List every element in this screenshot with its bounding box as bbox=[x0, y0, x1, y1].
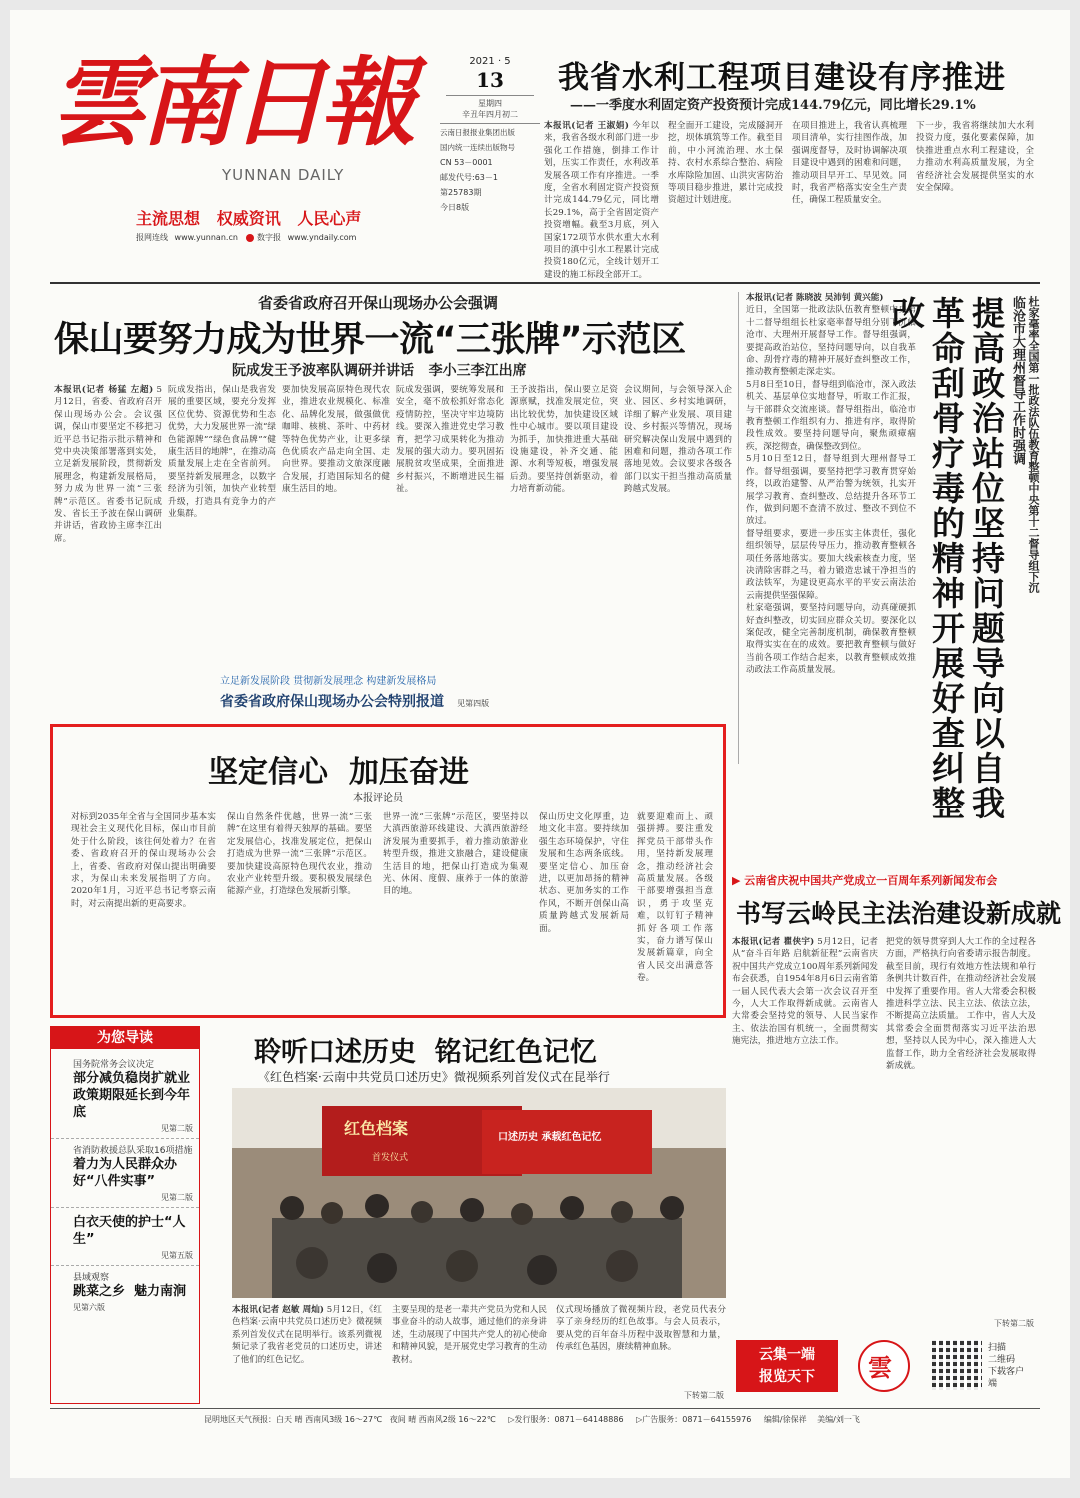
app-hint-2: 二维码 bbox=[988, 1355, 1016, 1365]
editorial-col-4: 保山历史文化厚重，边地文化丰富。要持续加强生态环境保护，守住发展和生态两条底线。要坚定信心、加压奋进，以更加昂扬的精神状态、更加务实的工作作风，不断开创保山高质量跨越式发展新局面。 bbox=[539, 812, 629, 934]
masthead-rule bbox=[50, 282, 1040, 284]
footer-art: 美编/刘一飞 bbox=[817, 1415, 860, 1424]
app-hint-1: 扫描 bbox=[988, 1343, 1007, 1353]
editorial-col-2: 保山自然条件优越，世界一流“三张牌”在这里有着得天独厚的基础。要坚定发展信心，找准发展定位，把保山打造成为世界一流“三张牌”示范区。要加快建设高原特色现代农业，推动农业产业转型升级。要积极发展绿色能源产业，打造绿色发展新引擎。 bbox=[227, 812, 372, 897]
lead-main-byline: 本报讯(记者 杨猛 左超) bbox=[54, 385, 154, 395]
guide-item-1[interactable] bbox=[51, 1049, 199, 1138]
ad-slogan-2: 报览天下 bbox=[759, 1369, 815, 1385]
lead-main-col-6: 会议期间，与会领导深入企业、园区、乡村实地调研，详细了解产业发展、项目建设、乡村振兴等情况，现场研究解决保山发展中遇到的困难和问题，推动各项工作落地见效。会议要求各级各部门以实干担当推动高质量跨越式发展。 bbox=[624, 385, 732, 495]
history-deck: 《红色档案·云南中共党员口述历史》微视频系列首发仪式在昆举行 bbox=[258, 1070, 610, 1084]
footer-editor: 编辑/徐保祥 bbox=[763, 1415, 807, 1424]
serial-code-label: 国内统一连续出版物号 bbox=[440, 143, 515, 152]
law-para-2: 把党的领导贯穿到人大工作的全过程各方面，严格执行向省委请示报告制度。截至目前，现行有效地方性法规和单行条例共计数百件，在推动经济社会发展中发挥了重要作用。省人大常委会积极推进科学立法、民主立法、依法立法，不断提高立法质量。 bbox=[886, 937, 1036, 1022]
right-column-story bbox=[746, 292, 1040, 852]
editorial-col-5: 就要迎难而上、顽强拼搏。要注重发挥党员干部带头作用，坚持新发展理念，推动经济社会高质量发展。各级干部要增强担当意识，勇于攻坚克难，以钉钉子精神抓好各项工作落实，奋力谱写保山发展新篇章，向全省人民交出满意答卷。 bbox=[637, 812, 713, 984]
law-body bbox=[732, 936, 1038, 1332]
lead-top-para-1: 今年以来，我省各级水利部门进一步强化工作措施，倒排工作计划，压实工作责任，水利改革发展各项工作有序推进。一季度，全省水利固定资产投资预计完成144.79亿元，同比增长29.1%，高于全省固定资产投资增幅。截至3月底，列入国家172项节水供水重大水利项目的滇中引水工程累计完成投资180亿元，全线计划开工建设的施工标段全部开工。 bbox=[544, 121, 659, 280]
history-col-2: 主要呈现的是老一辈共产党员为党和人民事业奋斗的动人故事，通过他们的亲身讲述，生动展现了中国共产党人的初心使命和精神风貌，是开展党史学习教育的生动教材。 bbox=[392, 1305, 547, 1365]
lead-top-body bbox=[544, 120, 1034, 280]
guide-item-title: 部分减负稳岗扩就业政策期限延长到今年底 bbox=[73, 1071, 191, 1120]
editorial-title: 坚定信心 加压奋进 bbox=[208, 755, 469, 790]
lead-top-col-3: 在项目推进上，我省认真梳理项目清单，实行挂图作战，加强调度督导，及时协调解决项目建设中遇到的困难和问题，推动项目早开工、早见效。同时，我省严格落实安全生产责任，确保工程质量安全。 bbox=[792, 121, 907, 206]
photo-banner-left: 红色档案 bbox=[344, 1119, 409, 1138]
lead-main-kicker: 省委省政府召开保山现场办公会强调 bbox=[258, 294, 499, 312]
app-hint bbox=[988, 1342, 1032, 1390]
masthead-slogan: 主流思想 权威资讯 人民心声 bbox=[136, 209, 362, 228]
lead-main-col-5: 王予波指出，保山要立足资源禀赋，找准发展定位，突出比较优势，加快建设区域性中心城市。要以项目建设为抓手，加快推进重大基础设施建设，补齐交通、能源、水利等短板，增强发展后劲。要坚持创新驱动，着力培育新动能。 bbox=[510, 385, 618, 495]
guide-item-see: 见第二版 bbox=[161, 1193, 193, 1202]
cn-number: CN 53－0001 bbox=[440, 158, 493, 167]
ceremony-photo-art bbox=[232, 1088, 726, 1298]
guide-panel bbox=[50, 1026, 200, 1404]
footer-ad-service: ▷广告服务：0871－64155976 bbox=[636, 1415, 752, 1424]
history-byline: 本报讯(记者 赵敏 周灿) bbox=[232, 1305, 324, 1315]
lead-main-col-4: 阮成发强调，要统筹发展和安全，毫不放松抓好常态化疫情防控，坚决守牢边境防线。要深入推进党史学习教育，把学习成果转化为推动发展的强大动力。要巩固拓展脱贫攻坚成果，全面推进乡村振兴，不断增进民生福祉。 bbox=[396, 385, 504, 495]
guide-item-see: 见第二版 bbox=[161, 1124, 193, 1133]
app-logo-glyph: 雲 bbox=[868, 1353, 892, 1382]
history-title: 聆听口述历史 铭记红色记忆 bbox=[254, 1037, 597, 1068]
lead-main-deck: 阮成发王予波率队调研并讲话 李小三李江出席 bbox=[232, 363, 527, 379]
law-col-2 bbox=[886, 936, 1036, 1316]
footer-line bbox=[204, 1414, 1040, 1425]
law-para-1: 5月12日，记者从“奋斗百年路 启航新征程”云南省庆祝中国共产党成立100周年系列新闻发布会获悉，自1954年8月6日云南省第一届人民代表大会第一次会议召开至今，人大工作取得新成就。云南省人大常委会坚持党的领导、人民当家作主、依法治国有机统一，全面贯彻实施宪法，推进地方立法工作。 bbox=[732, 937, 879, 1047]
footer-weather: 昆明地区天气预报：白天 晴 西南风3级 16～27℃ 夜间 晴 西南风2级 16～22℃ bbox=[204, 1415, 496, 1424]
right-para-2: 5月8日至10日，督导组到临沧市，深入政法机关、基层单位实地督导，听取工作汇报，与干部群众交流座谈。督导组指出，临沧市教育整顿工作组织有力、推进有序，取得阶段性成效。要坚持问题导向，聚焦顽瘴痼疾，深挖彻查，确保整改到位。 bbox=[746, 379, 916, 452]
editorial-author: 本报评论员 bbox=[353, 793, 403, 804]
right-subhead-small: 杜家毫率全国第一批政法队伍教育整顿中央第十二督导组下沉 bbox=[1027, 296, 1040, 593]
lead-main-body bbox=[54, 384, 732, 654]
right-byline: 本报讯(记者 陈晓波 吴沛钊 黄兴能) bbox=[746, 293, 884, 303]
lead-main-col-3: 要加快发展高原特色现代农业，推进农业规模化、标准化、品牌化发展，做强做优咖啡、核桃、茶叶、中药材等特色优势产业，让更多绿色优质农产品走向全国、走向世界。要推动文旅深度融合发展，打造国际知名的健康生活目的地。 bbox=[282, 385, 390, 495]
guide-item-title: 着力为人民群众办好“八件实事” bbox=[73, 1157, 178, 1189]
issue-number: 第25783期 bbox=[440, 188, 482, 197]
ad-slogan-box bbox=[736, 1340, 838, 1392]
guide-item-title: 跳菜之乡 魅力南涧 bbox=[73, 1284, 187, 1299]
publisher: 云南日报报业集团出版 bbox=[440, 128, 515, 137]
web-label: 报网连线 bbox=[136, 233, 168, 242]
lead-top-title: 我省水利工程项目建设有序推进 bbox=[558, 60, 1006, 96]
lead-top-subtitle: ——一季度水利固定资产投资预计完成144.79亿元，同比增长29.1% bbox=[570, 98, 976, 113]
editorial-col-1: 对标到2035年全省与全国同步基本实现社会主义现代化目标，保山市目前处于什么阶段，该往何处着力？在省委、省政府召开的保山现场办公会上，省委、省政府对保山提出明确要求，为保山未来发展指明了方向。2020年1月，习近平总书记考察云南时，对云南提出新的更高要求。 bbox=[71, 812, 216, 909]
right-subhead-city: 临沧市大理州督导工作时强调 bbox=[1010, 296, 1025, 465]
guide-item-title: 白衣天使的护士“人生” bbox=[73, 1215, 186, 1247]
qr-code-overlay bbox=[932, 1340, 982, 1390]
guide-header: 为您导读 bbox=[51, 1027, 199, 1049]
special-report-title: 省委省政府保山现场办公会特别报道 bbox=[220, 694, 444, 710]
right-headline-vertical: 提高政治站位坚持问题导向以自我革命刮骨疗毒的精神开展好查纠整改 bbox=[887, 296, 1006, 821]
right-para-5: 杜家毫强调，要坚持问题导向，动真碰硬抓好查纠整改，切实回应群众关切。要深化以案促改，健全完善制度机制，确保教育整顿取得实实在在的成效。要把教育整顿与做好当前各项工作结合起来，以教育整顿成效推动政法工作高质量发展。 bbox=[746, 603, 916, 676]
masthead-english: YUNNAN DAILY bbox=[222, 166, 345, 184]
lead-main-col-1 bbox=[54, 384, 162, 652]
law-byline: 本报讯(记者 瞿侠宇) bbox=[732, 937, 815, 947]
history-photo bbox=[232, 1088, 726, 1298]
right-para-1: 近日，全国第一批政法队伍教育整顿中央第十二督导组组长杜家毫率督导组分别下沉临沧市、大理州开展督导工作。督导组强调，要提高政治站位，坚持问题导向，以自我革命、刮骨疗毒的精神开展好查纠整改工作，推动教育整顿走深走实。 bbox=[746, 305, 916, 378]
guide-item-kicker: 县域观察 bbox=[73, 1273, 110, 1283]
law-tag-text: 云南省庆祝中国共产党成立一百周年系列新闻发布会 bbox=[744, 874, 998, 887]
history-continued: 下转第二版 bbox=[684, 1391, 724, 1400]
guide-item-see: 见第五版 bbox=[161, 1251, 193, 1260]
history-para-1: 5月12日，《红色档案·云南中共党员口述历史》微视频系列首发仪式在昆明举行。该系列微视频记录了我省老党员的口述历史，讲述了他们的红色记忆。 bbox=[232, 1305, 383, 1365]
guide-item-kicker: 国务院常务会议决定 bbox=[73, 1060, 155, 1070]
footer-distribution: ▷发行服务：0871－64148886 bbox=[508, 1415, 624, 1424]
web-url[interactable]: www.yunnan.cn bbox=[174, 233, 238, 242]
law-title: 书写云岭民主法治建设新成就 bbox=[736, 899, 1062, 928]
footer-rule bbox=[50, 1408, 1040, 1409]
law-tag-marker: ▶ bbox=[732, 874, 745, 887]
photo-banner-sub: 首发仪式 bbox=[372, 1153, 409, 1163]
editorial-col-3: 世界一流“三张牌”示范区，要坚持以大滇西旅游环线建设、大滇西旅游经济发展为重要抓手，着力推动旅游业转型升级，推进文旅融合，建设健康生活目的地，把保山打造成为集观光、休闲、度假、康养于一体的旅游目的地。 bbox=[383, 812, 528, 897]
lead-top-col-1 bbox=[544, 120, 659, 278]
law-continued: 下转第二版 bbox=[994, 1319, 1034, 1328]
guide-item-3[interactable] bbox=[51, 1207, 199, 1265]
date-day: 13 bbox=[476, 68, 504, 92]
lead-main-col-2: 阮成发指出，保山是我省发展的重要区域，要充分发挥区位优势、资源优势和生态优势，大力发展世界一流“绿色能源牌”“绿色食品牌”“健康生活目的地牌”，在推动高质量发展上走在全省前列。要坚持新发展理念，以数字经济为引领，加快产业转型升级，打造具有竞争力的产业集群。 bbox=[168, 385, 276, 520]
digital-label: 数字报 bbox=[257, 233, 282, 242]
history-body bbox=[232, 1304, 726, 1404]
date-year-month: 2021 · 5 bbox=[469, 56, 511, 67]
law-col-1 bbox=[732, 936, 878, 1330]
guide-item-4[interactable] bbox=[51, 1265, 199, 1317]
masthead-logo: 雲南日報 bbox=[50, 46, 410, 159]
right-column-text bbox=[746, 292, 916, 848]
masthead-web bbox=[136, 232, 356, 243]
date-weekday: 星期四 bbox=[478, 99, 502, 108]
editorial-box bbox=[50, 724, 726, 1018]
history-col-3: 仪式现场播放了微视频片段，老党员代表分享了亲身经历的红色故事。与会人员表示，要从党的百年奋斗历程中汲取智慧和力量，传承红色基因，赓续精神血脉。 bbox=[556, 1305, 726, 1353]
law-tag bbox=[732, 872, 997, 888]
date-lunar: 辛丑年四月初二 bbox=[462, 110, 518, 119]
special-report-box[interactable] bbox=[220, 672, 526, 718]
lead-top-col-2: 程全面开工建设，完成隧洞开挖，坝体填筑等工作。截至目前，中小河流治理、水土保持、农村水系综合整治、病险水库除险加固、山洪灾害防治等项目稳步推进，累计完成投资超过计划进度。 bbox=[668, 121, 783, 206]
page-count: 今日8版 bbox=[440, 203, 470, 212]
right-para-4: 督导组要求，要进一步压实主体责任，强化组织领导，层层传导压力，推动教育整顿各项任务落地落实。要加大线索核查力度，坚决清除害群之马，着力锻造忠诚干净担当的政法铁军，为建设更高水平的平安云南法治云南提供坚强保障。 bbox=[746, 528, 916, 601]
guide-item-kicker: 省消防救援总队采取16项措施 bbox=[73, 1146, 193, 1156]
lead-main-title: 保山要努力成为世界一流“三张牌”示范区 bbox=[54, 320, 686, 360]
newspaper-page bbox=[10, 10, 1070, 1478]
history-col-1 bbox=[232, 1304, 382, 1402]
dateline bbox=[440, 56, 540, 226]
ad-slogan-1: 云集一端 bbox=[759, 1347, 815, 1363]
right-para-3: 5月10日至12日，督导组到大理州督导工作。督导组强调，要坚持把学习教育贯穿始终，以政治建警、从严治警为统领，扎实开展学习教育、查纠整改、总结提升各环节工作，做到问题不查清不放过、整改不到位不放过。 bbox=[746, 454, 916, 527]
guide-item-see: 见第六版 bbox=[73, 1303, 105, 1312]
law-para-3: 工作中，省人大及其常委会全面贯彻落实习近平法治思想，坚持以人民为中心，深入推进人大监督工作，助力全省经济社会发展取得新成就。 bbox=[886, 1011, 1036, 1072]
lead-main-para-1: 5月12日，省委、省政府召开保山现场办公会。会议强调，保山市要坚定不移把习近平总书记指示批示精神和党中央决策部署落到实处，立足新发展阶段，贯彻新发展理念，构建新发展格局，努力成为世界一流“三张牌”示范区。省委书记阮成发、省长王予波在保山调研并讲话，省政协主席李江出席。 bbox=[54, 385, 162, 544]
guide-item-2[interactable] bbox=[51, 1138, 199, 1207]
right-column-divider bbox=[738, 292, 739, 764]
digital-icon bbox=[246, 234, 254, 242]
special-report-see: 见第四版 bbox=[457, 699, 490, 708]
special-report-tag: 立足新发展阶段 贯彻新发展理念 构建新发展格局 bbox=[220, 676, 437, 687]
postal-code: 邮发代号:63－1 bbox=[440, 173, 498, 182]
lead-top-col-4: 下一步，我省将继续加大水利投资力度，强化要素保障，加快推进重点水利工程建设，全力推动水利高质量发展，为全省经济社会发展提供坚实的水安全保障。 bbox=[916, 121, 1034, 194]
app-hint-3: 下载客户端 bbox=[988, 1367, 1025, 1389]
digital-url[interactable]: www.yndaily.com bbox=[287, 233, 357, 242]
lead-top-byline: 本报讯(记者 王淑娟) bbox=[544, 121, 629, 131]
footer-ad[interactable] bbox=[732, 1334, 1038, 1396]
masthead bbox=[50, 48, 410, 258]
photo-banner-mid: 口述历史 承载红色记忆 bbox=[498, 1132, 602, 1143]
